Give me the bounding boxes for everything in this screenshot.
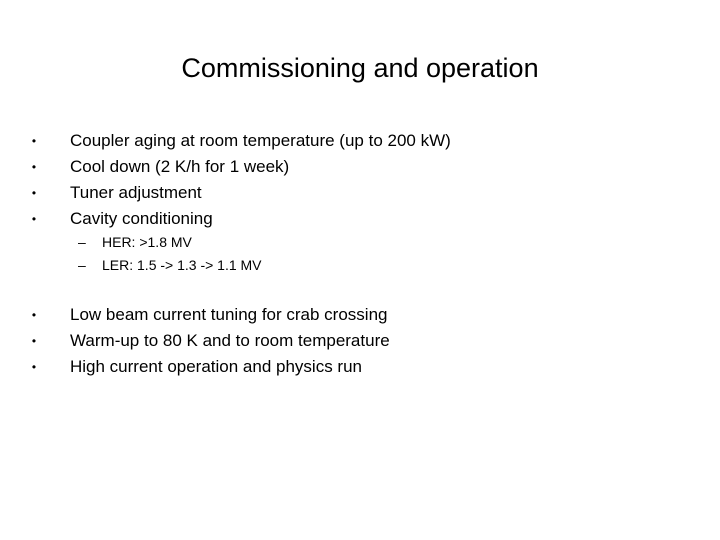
bullet-text: Warm-up to 80 K and to room temperature xyxy=(70,331,390,350)
bullet-icon: • xyxy=(31,160,37,174)
sub-item-text: LER: 1.5 -> 1.3 -> 1.1 MV xyxy=(102,257,262,273)
bullet-text: Tuner adjustment xyxy=(70,183,202,202)
dash-icon: – xyxy=(78,234,86,250)
bullet-icon: • xyxy=(31,360,37,374)
bullet-icon: • xyxy=(31,212,37,226)
bullet-text: Coupler aging at room temperature (up to 200 kW) xyxy=(70,131,451,150)
slide-title: Commissioning and operation xyxy=(181,53,539,83)
bullet-text: High current operation and physics run xyxy=(70,357,362,376)
bullet-text: Low beam current tuning for crab crossing xyxy=(70,305,388,324)
bullet-icon: • xyxy=(31,134,37,148)
bullet-text: Cool down (2 K/h for 1 week) xyxy=(70,157,290,176)
bullet-text: Cavity conditioning xyxy=(70,209,213,228)
dash-icon: – xyxy=(78,257,86,273)
bullet-icon: • xyxy=(31,308,37,322)
bullet-icon: • xyxy=(31,334,37,348)
sub-item-text: HER: >1.8 MV xyxy=(102,234,192,250)
bullet-icon: • xyxy=(31,186,37,200)
